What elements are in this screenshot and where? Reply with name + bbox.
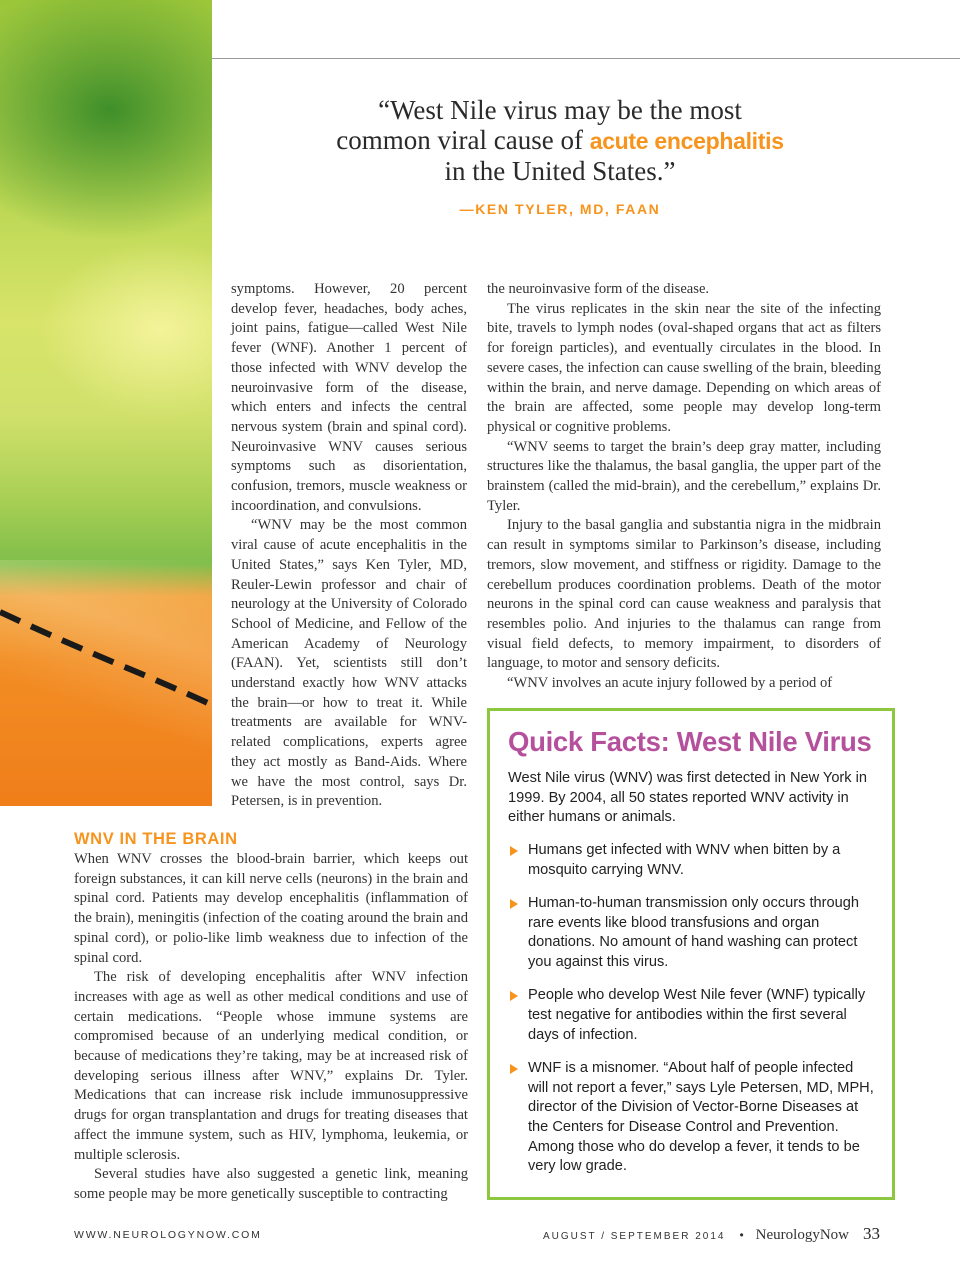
pull-quote-attribution: —KEN TYLER, MD, FAAN — [459, 201, 661, 217]
pull-quote-line2: common viral cause of — [336, 125, 590, 155]
list-item — [508, 986, 874, 1045]
quick-facts-box — [487, 708, 895, 1200]
article-column-middle — [231, 280, 467, 812]
list-item-text: WNF is a misnomer. “About half of people infected will not report a fever,” says Lyle Petersen, MD, MPH, director of the Division of Vector-Borne Diseases at the Centers for Disease Control and Prevention. Among those who do develop a fever, it tends to be very low grade. — [528, 1059, 874, 1175]
footer-bullet: • — [739, 1228, 744, 1242]
pull-quote-line1: “West Nile virus may be the most — [378, 95, 742, 125]
list-item-text: People who develop West Nile fever (WNF) typically test negative for antibodies within the first several days of infection. — [528, 987, 866, 1043]
list-item — [508, 841, 874, 880]
paragraph: The virus replicates in the skin near the site of the infecting bite, travels to lymph nodes (oval-shaped organs that act as filters for foreign particles), and eventually circulates in the blood. In severe cases, the infection can cause swelling of the brain, bleeding within the brain, and nerve damage. Depending on which areas of the brain are affected, some people may develop long-term physical or cognitive problems. — [487, 300, 881, 435]
footer-issue-date: AUGUST / SEPTEMBER 2014 — [542, 1231, 726, 1242]
footer-magazine-name: NeurologyNow — [755, 1227, 849, 1243]
footer-website-link[interactable]: WWW.NEUROLOGYNOW.COM — [74, 1229, 262, 1241]
paragraph: Injury to the basal ganglia and substantia nigra in the midbrain can result in symptoms similar to Parkinson’s disease, including tremors, slow movement, and stiffness or rigidity. Damage to the cerebellum produces coordination problems. Death of the motor neurons in the spinal cord can cause weakness and paralysis that resembles polio. And injuries to the thalamus can range from visual field defects, to memory impairment, to disorders of language, to motor and sensory deficits. — [487, 517, 881, 672]
paragraph: The risk of developing encephalitis after WNV infection increases with age as well as other medical conditions and use of certain medications. “People whose immune systems are compromised because of an underlying medical condition, or because of medications they’re taking, may be at increased risk of developing serious illness after WNV,” explains Dr. Tyler. Medications that can increase risk include immunosuppressive drugs for organ transplantation and drugs for treating diseases that affect the immune system, such as HIV, lymphoma, leukemia, or multiple sclerosis. — [74, 969, 468, 1163]
mosquito-stitch-line — [0, 0, 212, 806]
paragraph: symptoms. However, 20 percent develop fever, headaches, body aches, joint pains, fatigue—called West Nile fever (WNF). Another 1 percent of those infected with WNV develop the neuroinvasive form of the disease, which enters and infects the central nervous system (brain and spinal cord). Neuroinvasive WNV causes serious symptoms such as disorientation, confusion, tremors, muscle weakness or incoordination, and convulsions. — [231, 281, 467, 514]
article-column-right — [487, 280, 881, 694]
footer-folio — [543, 1224, 880, 1244]
paragraph: “WNV may be the most common viral cause of acute encephalitis in the United States,” says Ken Tyler, MD, Reuler-Lewin professor and chair of neurology at the University of Colorado School of Medicine, and Fellow of the American Academy of Neurology (FAAN). Yet, scientists still don’t understand exactly how WNV attacks the brain—or how to treat it. While treatments are available for WNV-related complications, experts agree they act mostly as Band-Aids. Where we have the most control, says Dr. Petersen, is in prevention. — [231, 517, 467, 810]
paragraph: the neuroinvasive form of the disease. — [487, 281, 710, 297]
article-column-left — [74, 828, 468, 1205]
quick-facts-title: Quick Facts: West Nile Virus — [508, 726, 872, 757]
pull-quote — [300, 95, 820, 224]
triangle-bullet-icon — [510, 846, 518, 856]
paragraph: When WNV crosses the blood-brain barrier, which keeps out foreign substances, it can kill nerve cells (neurons) in the brain and spinal cord. Patients may develop encephalitis (inflammation of the brain), meningitis (infection of the coating around the brain and spinal cord), or polio-like limb weakness due to infection of the spinal cord. — [74, 851, 468, 966]
triangle-bullet-icon — [510, 1064, 518, 1074]
mosquito-closeup-image — [0, 0, 212, 806]
triangle-bullet-icon — [510, 991, 518, 1001]
triangle-bullet-icon — [510, 899, 518, 909]
header-rule — [212, 58, 960, 59]
paragraph: “WNV involves an acute injury followed by a period of — [507, 675, 833, 692]
list-item — [508, 894, 874, 973]
paragraph: “WNV seems to target the brain’s deep gray matter, including structures like the thalamus, the basal ganglia, the upper part of the brainstem (called the mid-brain), and the cerebellum,” explains Dr. Tyler. — [487, 438, 881, 514]
paragraph: Several studies have also suggested a genetic link, meaning some people may be more genetically susceptible to contracting — [74, 1166, 468, 1202]
quick-facts-intro: West Nile virus (WNV) was first detected in New York in 1999. By 2004, all 50 states reported WNV activity in either humans or animals. — [508, 770, 868, 826]
list-item — [508, 1059, 874, 1177]
quick-facts-list — [508, 841, 874, 1177]
pull-quote-line3: in the United States.” — [444, 156, 676, 186]
pull-quote-highlight: acute encephalitis — [589, 128, 784, 154]
list-item-text: Human-to-human transmission only occurs through rare events like blood transfusions and organ donations. No amount of hand washing can protect you against this virus. — [528, 895, 859, 971]
list-item-text: Humans get infected with WNV when bitten by a mosquito carrying WNV. — [528, 842, 841, 878]
section-heading: WNV IN THE BRAIN — [74, 830, 238, 848]
page-number: 33 — [863, 1224, 880, 1243]
